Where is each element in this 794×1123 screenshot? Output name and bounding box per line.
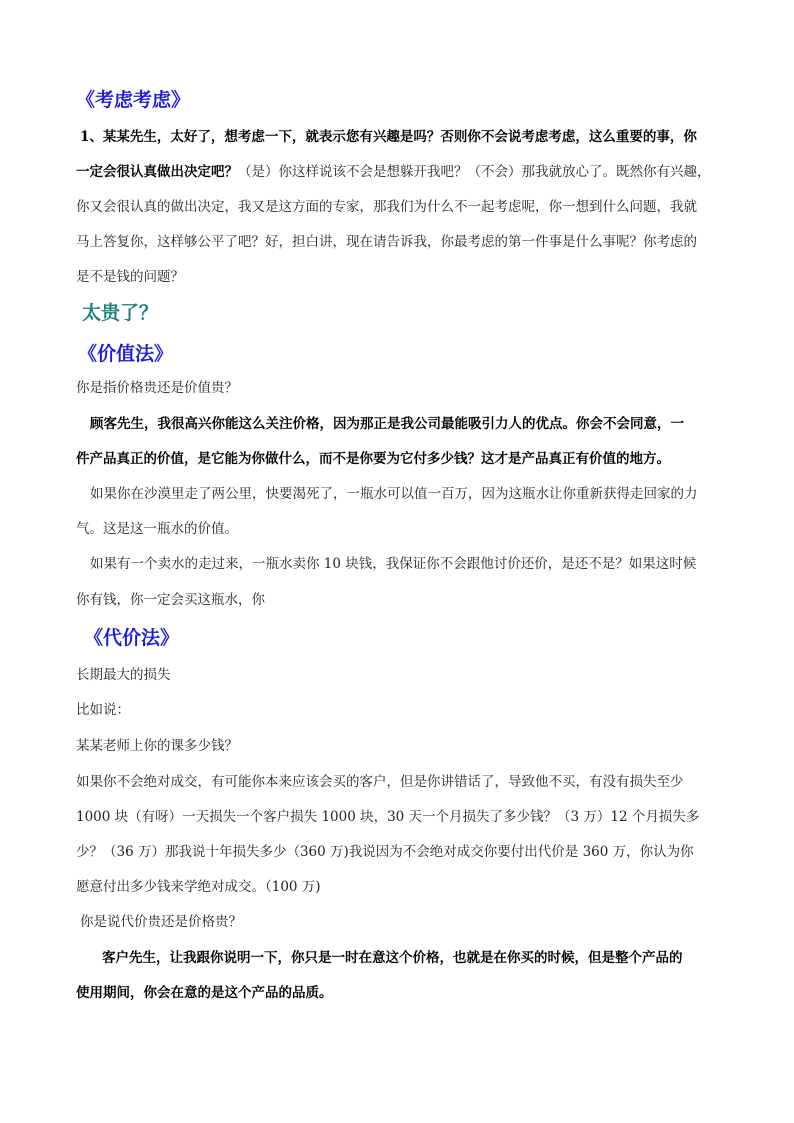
bold-text: 一定会很认真做出决定吧？ — [76, 164, 238, 180]
section-title-cost: 《代价法》 — [84, 627, 180, 649]
paragraph-line: 1000 块（有呀）一天损失一个客户损失 1000 块，30 天一个月损失了多少钱？（3 万）12 个月损失多 — [76, 809, 700, 825]
paragraph-line: 是不是钱的问题？ — [76, 269, 184, 285]
bold-text: 1、某某先生，太好了，想考虑一下，就表示您有兴趣是吗？否则你不会说考虑考虑，这么重要的事，你 — [80, 129, 697, 145]
paragraph-line: 顾客先生，我很高兴你能这么关注价格，因为那正是我公司最能吸引力人的优点。你会不会同意，一 — [90, 416, 684, 432]
paragraph-line: 如果你不会绝对成交，有可能你本来应该会买的客户，但是你讲错话了，导致他不买，有没有损失至少 — [76, 774, 684, 790]
body-text: （是）你这样说该不会是想躲开我吧？（不会）那我就放心了。既然你有兴趣， — [238, 164, 711, 180]
paragraph-line — [76, 163, 711, 181]
paragraph-line: 马上答复你，这样够公平了吧？好，担白讲，现在请告诉我，你最考虑的第一件事是什么事呢？你考虑的 — [76, 234, 697, 250]
paragraph-line: 愿意付出多少钱来学绝对成交。（100 万) — [76, 879, 321, 895]
paragraph-line — [80, 128, 697, 146]
paragraph-line: 少？（36 万）那我说十年损失多少（360 万)我说因为不会绝对成交你要付出代价是 360 万，你认为你 — [76, 844, 694, 860]
paragraph-line: 如果有一个卖水的走过来，一瓶水卖你 10 块钱，我保证你不会跟他讨价还价，是还不是？如果这时候 — [90, 556, 697, 572]
paragraph-line: 某某老师上你的课多少钱？ — [76, 738, 238, 754]
paragraph-line: 比如说： — [76, 702, 130, 718]
paragraph-line: 使用期间，你会在意的是这个产品的品质。 — [76, 985, 333, 1001]
section-title-value: 《价值法》 — [78, 343, 174, 365]
paragraph-line: 你是指价格贵还是价值贵？ — [76, 380, 238, 396]
paragraph-line: 件产品真正的价值，是它能为你做什么，而不是你要为它付多少钱？这才是产品真正有价值的地方。 — [76, 451, 670, 467]
paragraph-line: 你是说代价贵还是价格贵？ — [80, 914, 242, 930]
paragraph-line: 长期最大的损失 — [76, 667, 171, 683]
paragraph-line: 你又会很认真的做出决定，我又是这方面的专家，那我们为什么不一起考虑呢，你一想到什么问题，我就 — [76, 199, 697, 215]
paragraph-line: 如果你在沙漠里走了两公里，快要渴死了，一瓶水可以值一百万，因为这瓶水让你重新获得走回家的力 — [90, 486, 698, 502]
paragraph-line: 你有钱，你一定会买这瓶水，你 — [76, 592, 265, 608]
section-title-consider: 《考虑考虑》 — [76, 89, 191, 111]
paragraph-line: 客户先生，让我跟你说明一下，你只是一时在意这个价格，也就是在你买的时候，但是整个产品的 — [102, 950, 683, 966]
paragraph-line: 气。这是这一瓶水的价值。 — [76, 521, 238, 537]
heading-too-expensive: 太贵了？ — [82, 302, 159, 324]
